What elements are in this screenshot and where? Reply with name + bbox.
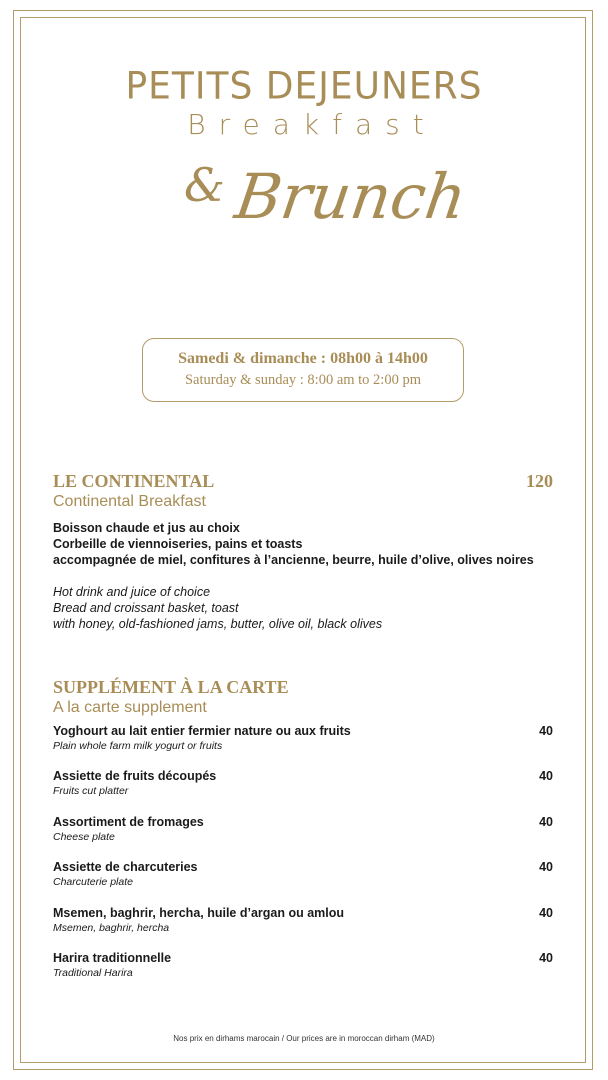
item-english: Cheese plate	[53, 831, 115, 843]
item-price: 40	[539, 815, 553, 829]
item-english: Traditional Harira	[53, 967, 133, 979]
desc-line: Hot drink and juice of choice	[53, 585, 211, 599]
title-ampersand: &	[184, 158, 225, 212]
item-english: Plain whole farm milk yogurt or fruits	[53, 740, 223, 752]
menu-item	[53, 769, 553, 798]
hours-french: Samedi & dimanche : 08h00 à 14h00	[178, 350, 428, 367]
menu-item	[53, 951, 553, 980]
continental-description-en	[53, 584, 573, 632]
item-english: Msemen, baghrir, hercha	[53, 922, 170, 934]
opening-hours-box	[142, 338, 464, 402]
desc-line: with honey, old-fashioned jams, butter, olive oil, black olives	[53, 617, 383, 631]
continental-title: LE CONTINENTAL	[53, 471, 215, 491]
hours-english: Saturday & sunday : 8:00 am to 2:00 pm	[184, 372, 421, 388]
item-price: 40	[539, 906, 553, 920]
supplement-subtitle: A la carte supplement	[53, 699, 207, 716]
continental-subtitle: Continental Breakfast	[53, 493, 206, 510]
item-price: 40	[539, 769, 553, 783]
desc-line: Corbeille de viennoiseries, pains et toasts	[53, 537, 303, 551]
item-english: Charcuterie plate	[53, 876, 133, 888]
menu-item	[53, 724, 553, 753]
item-english: Fruits cut platter	[53, 785, 129, 797]
desc-line: Bread and croissant basket, toast	[53, 601, 239, 615]
title-french: PETITS DEJEUNERS	[125, 64, 483, 109]
continental-description-fr	[53, 520, 573, 568]
price-footnote: Nos prix en dirhams marocain / Our prices are in moroccan dirham (MAD)	[173, 1034, 435, 1043]
item-name: Harira traditionnelle	[53, 951, 172, 965]
desc-line: Boisson chaude et jus au choix	[53, 521, 240, 535]
item-name: Yoghourt au lait entier fermier nature ou aux fruits	[53, 724, 351, 738]
item-name: Msemen, baghrir, hercha, huile d’argan ou amlou	[53, 906, 345, 920]
supplement-title: SUPPLÉMENT À LA CARTE	[53, 677, 289, 697]
item-name: Assiette de charcuteries	[53, 860, 198, 874]
item-name: Assortiment de fromages	[53, 815, 204, 829]
item-name: Assiette de fruits découpés	[53, 769, 217, 783]
menu-item	[53, 815, 553, 844]
title-english: Breakfast	[187, 108, 437, 141]
item-price: 40	[539, 860, 553, 874]
item-price: 40	[539, 724, 553, 738]
item-price: 40	[539, 951, 553, 965]
title-brunch: Brunch	[230, 160, 471, 233]
menu-item	[53, 860, 553, 889]
continental-price: 120	[526, 471, 553, 491]
desc-line: accompagnée de miel, confitures à l’ancienne, beurre, huile d’olive, olives noires	[53, 553, 534, 567]
menu-item	[53, 906, 553, 935]
